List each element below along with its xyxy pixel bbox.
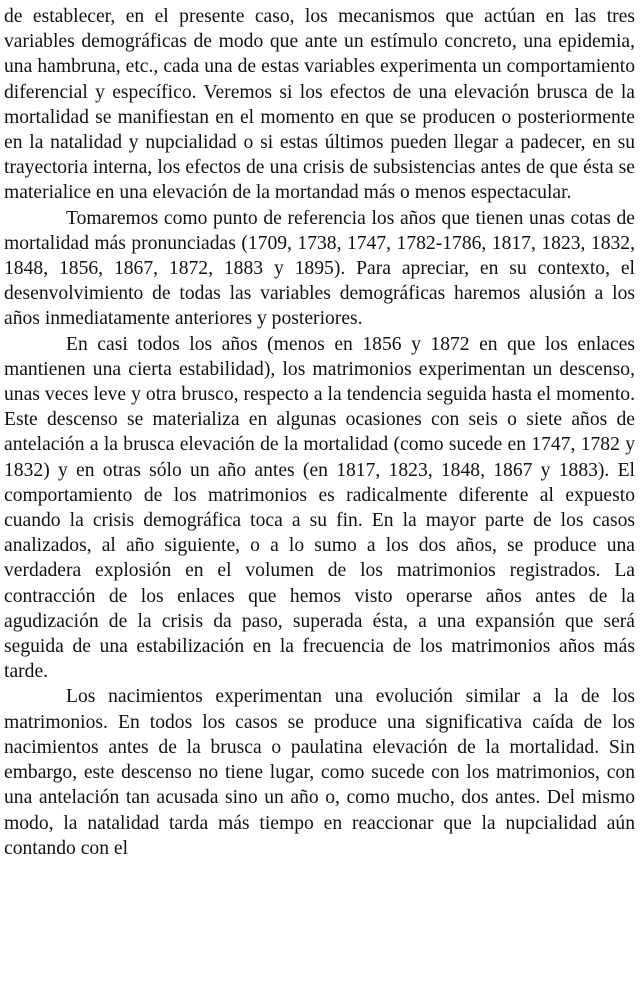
paragraph-births: Los nacimientos experimentan una evolución similar a la de los matrimonios. En todos los casos se produce una significativa caída de los nacimientos antes de la brusca o paulatina elevación de la mortalidad. Sin embargo, este descenso no tiene lugar, como sucede con los matrimonios, con una antelación tan acusada sino un año o, como mucho, dos antes. Del mismo modo, la natalidad tarda más tiempo en reaccionar que la nupcialidad aún contando con el (4, 686, 635, 859)
paragraph-reference-years: Tomaremos como punto de referencia los años que tienen unas cotas de mortalidad más pronunciadas (1709, 1738, 1747, 1782-1786, 1817, 1823, 1832, 1848, 1856, 1867, 1872, 1883 y 1895). Para apreciar, en su contexto, el desenvolvimiento de todas las variables demográficas haremos alusión a los años inmediatamente anteriores y posteriores. (4, 207, 635, 330)
paragraph-continuation: de establecer, en el presente caso, los mecanismos que actúan en las tres variables demográficas de modo que ante un estímulo concreto, una epidemia, una hambruna, etc., cada una de estas variables experimenta un comportamiento diferencial y específico. Veremos si los efectos de una elevación brusca de la mortalidad se manifiestan en el momento en que se producen o posteriormente en la natalidad y nupcialidad o si estas últimos pueden llegar a padecer, en su trayectoria interna, los efectos de una crisis de subsistencias antes de que ésta se materialice en una elevación de la mortandad más o menos espectacular. (4, 6, 635, 204)
document-page (4, 4, 635, 861)
paragraph-marriages: En casi todos los años (menos en 1856 y 1872 en que los enlaces mantienen una cierta estabilidad), los matrimonios experimentan un descenso, unas veces leve y otra brusco, respecto a la tendencia seguida hasta el momento. Este descenso se materializa en algunas ocasiones con seis o siete años de antelación a la brusca elevación de la mortalidad (como sucede en 1747, 1782 y 1832) y en otras sólo un año antes (en 1817, 1823, 1848, 1867 y 1883). El comportamiento de los matrimonios es radicalmente diferente al expuesto cuando la crisis demográfica toca a su fin. En la mayor parte de los casos analizados, al año siguiente, o a lo sumo a los dos años, se produce una verdadera explosión en el volumen de los matrimonios registrados. La contracción de los enlaces que hemos visto operarse años antes de la agudización de la crisis da paso, superada ésta, a una expansión que será seguida de una estabilización en la frecuencia de los matrimonios años más tarde. (4, 333, 635, 683)
